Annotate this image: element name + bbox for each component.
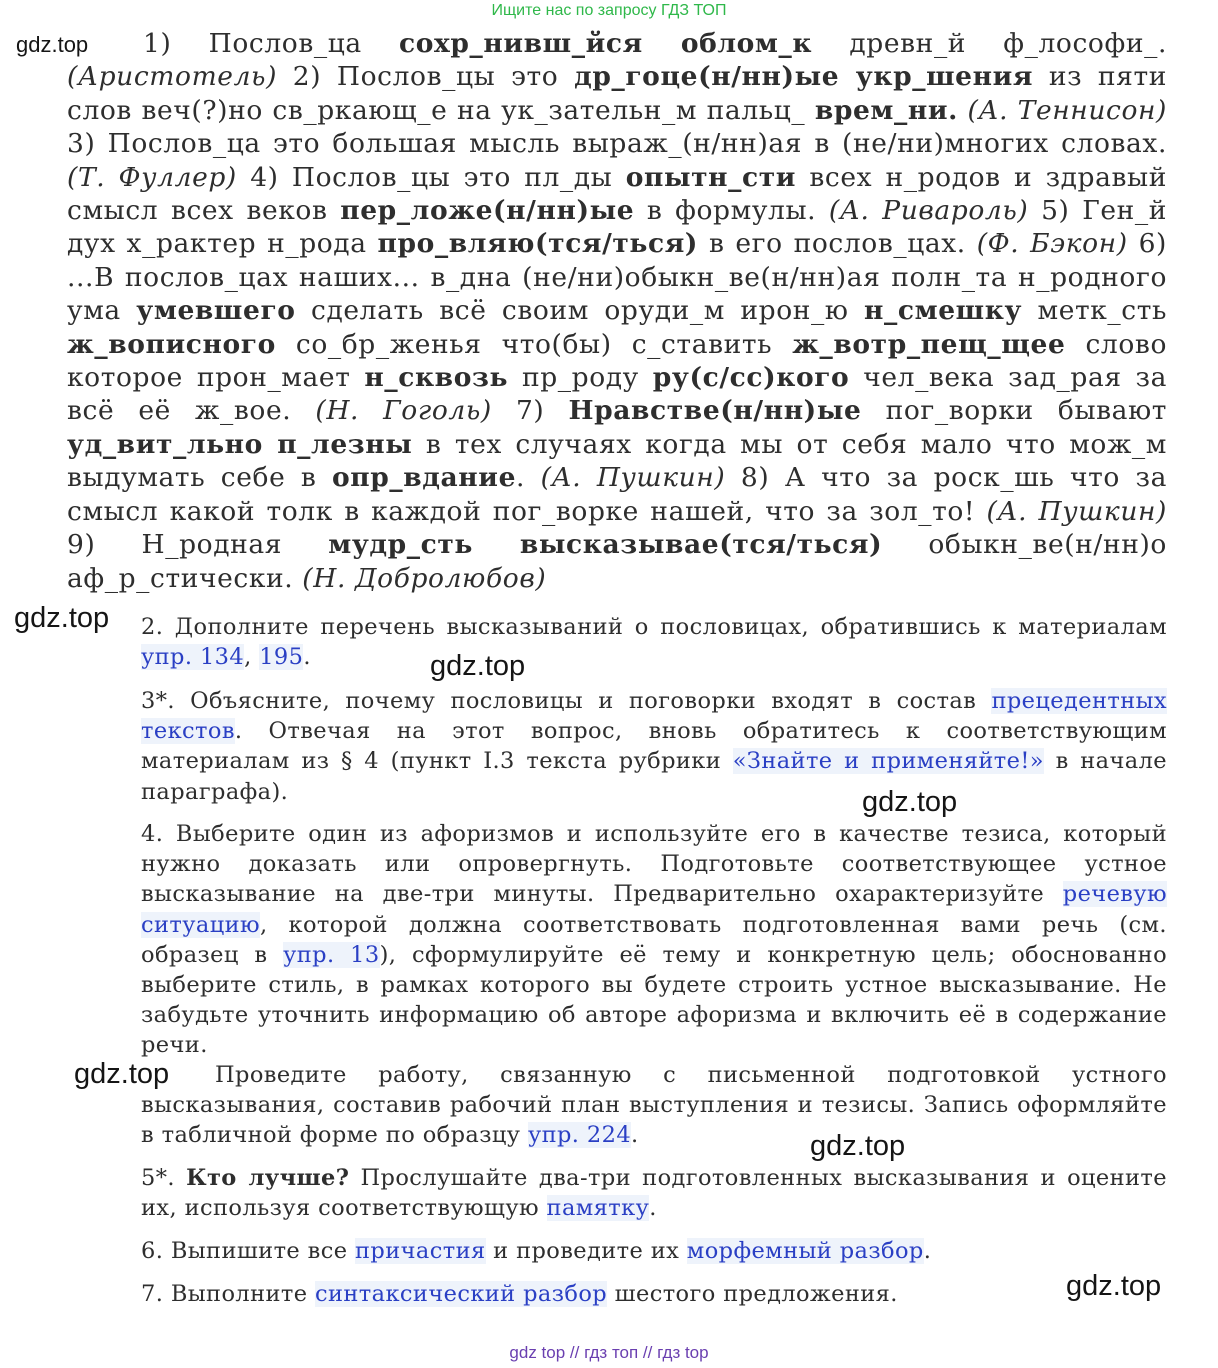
sentence-number: 7) (491, 395, 569, 427)
footer-links[interactable]: gdz top // гдз топ // гдз top (509, 1343, 709, 1362)
task-3: 3*. Объясните, почему пословицы и поговорки входят в состав прецедентных текстов. Отвечая на этот вопрос, вновь обратитесь к соответствующим материалам из § 4 (пункт I.3 текста рубрики «Знайте и применяйте!» в начале параграфа). (141, 688, 1167, 805)
sentence-number: 1) (143, 28, 209, 59)
search-banner[interactable]: Ищите нас по запросу ГДЗ ТОП (491, 2, 727, 19)
link-speech-situation[interactable]: речевую ситуацию (141, 881, 1167, 938)
task-5-title: Кто лучше? (186, 1165, 350, 1191)
quote-author: (А. Пушкин) (986, 495, 1167, 527)
link-exercise-195[interactable]: 195 (259, 644, 304, 671)
watermark: gdz.top (430, 650, 526, 682)
link-morphemic-analysis[interactable]: морфемный разбор (686, 1238, 924, 1264)
watermark: gdz.top (16, 32, 89, 57)
link-exercise-224[interactable]: упр. 224 (527, 1122, 632, 1149)
sentence-number: 2) (277, 61, 337, 93)
sentence-number: 3) (67, 128, 108, 160)
watermark: gdz.top (74, 1058, 170, 1090)
sentence-number: 5) (1028, 195, 1083, 227)
quote-author: (Ф. Бэкон) (976, 228, 1128, 260)
sentence-number: 4) (236, 161, 292, 193)
link-participles[interactable]: причастия (355, 1238, 486, 1264)
link-syntactic-analysis[interactable]: синтаксический разбор (315, 1281, 608, 1307)
quote-author: (Н. Гоголь) (315, 395, 492, 427)
quote-author: (Аристотель) (67, 61, 278, 93)
link-exercise-13[interactable]: упр. 13 (283, 941, 380, 968)
watermark: gdz.top (810, 1130, 906, 1162)
watermark: gdz.top (1066, 1270, 1162, 1302)
watermark: gdz.top (14, 602, 110, 634)
link-precedent-texts[interactable]: прецедентных текстов (141, 688, 1167, 745)
quote-author: (Н. Добролюбов) (302, 562, 547, 594)
task-2: 2. Дополните перечень высказываний о пословицах, обратившись к материалам упр. 134, 195. (141, 614, 1167, 671)
quote-author: (А. Пушкин) (540, 462, 726, 494)
link-exercise-134[interactable]: упр. 134 (141, 644, 245, 671)
task-4: 4. Выберите один из афоризмов и используйте его в качестве тезиса, который нужно доказать или опровергнуть. Подготовьте соответствующее устное высказывание на две-три минуты. Предварительно охарактеризуйте речевую ситуацию, которой должна соответствовать подготовленная вами речь (см. образец в упр. 13), сформулируйте её тему и конкретную цель; обоснованно выберите стиль, в рамках которого вы будете строить устное высказывание. Не забудьте уточнить информацию об авторе афоризма и включить её в содержание речи. (141, 821, 1168, 1059)
quote-author: (А. Ривароль) (828, 195, 1029, 227)
quote-author: (Т. Фуллер) (67, 161, 237, 193)
exercise-1-text: 1) Послов_ца сохр_нивш_йся облом_к древн_й ф_лософи_. (Аристотель) 2) Послов_цы это др_гоце(н/нн)ые укр_шения из пяти слов веч(?)но св_ркающ_е на ук_зательн_м пальц_ врем_ни. (А. Теннисон) 3) Послов_ца это большая мысль выраж_(н/нн)ая в (не/ни)многих словах. (Т. Фуллер) 4) Послов_цы это пл_ды опытн_сти всех н_родов и здравый смысл всех веков пер_ложе(н/нн)ые в формулы. (А. Ривароль) 5) Ген_й дух х_рактер н_рода про_вляю(тся/ться) в его послов_цах. (Ф. Бэкон) 6) ...В послов_цах наших... в_дна (не/ни)обыкн_ве(н/нн)ая полн_та н_родного ума умевшего сделать всё своим оруди_м ирон_ю н_смешку метк_сть ж_вописного со_бр_женья что(бы) с_ставить ж_вотр_пещ_щее слово которое прон_мает н_сквозь пр_роду ру(с/сс)кого чел_века зад_рая за всё её ж_вое. (Н. Гоголь) 7) Нравстве(н/нн)ые пог_ворки бывают уд_вит_льно п_лезны в тех случаях когда мы от себя мало что мож_м выдумать себе в опр_вдание. (А. Пушкин) 8) А что за роск_шь что за смысл какой толк в каждой пог_ворке нашей, что за зол_то! (А. Пушкин) 9) Н_родная мудр_сть высказывае(тся/ться) обыкн_ве(н/нн)о аф_р_стически. (Н. Добролюбов) (67, 28, 1167, 594)
sentence-number: 9) (67, 529, 142, 561)
task-4-continuation: Проведите работу, связанную с письменной подготовкой устного высказывания, составив рабочий план выступления и тезисы. Запись оформляйте в табличной форме по образцу упр. 224. (141, 1062, 1167, 1149)
task-7: 7. Выполните синтаксический разбор шестого предложения. (141, 1281, 898, 1307)
link-memo[interactable]: памятку (546, 1195, 650, 1222)
sentence-number: 6) (1127, 228, 1167, 260)
task-5: 5*. Кто лучше? Прослушайте два-три подготовленных высказывания и оцените их, используя соответствующую памятку. (141, 1165, 1167, 1222)
link-know-and-apply[interactable]: «Знайте и применяйте!» (732, 748, 1044, 775)
sentence-number: 8) (725, 462, 785, 494)
quote-author: (А. Теннисон) (957, 94, 1167, 126)
task-6: 6. Выпишите все причастия и проведите их морфемный разбор. (141, 1238, 932, 1264)
watermark: gdz.top (862, 786, 958, 818)
